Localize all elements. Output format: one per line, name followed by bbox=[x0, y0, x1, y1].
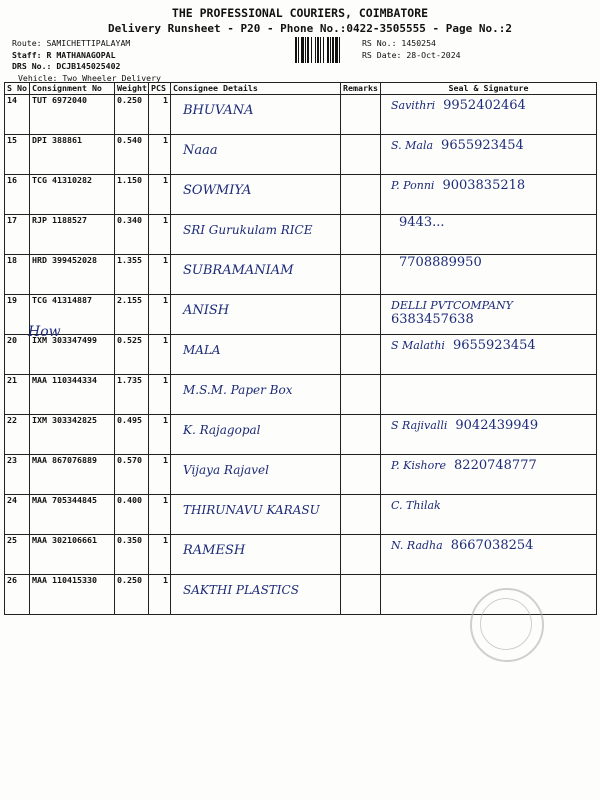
signature-phone: 9042439949 bbox=[455, 418, 539, 433]
consignee-name: ANISH bbox=[183, 303, 230, 318]
route-label: Route: SAMICHETTIPALAYAM bbox=[12, 38, 131, 48]
signature-name: P. Kishore bbox=[391, 459, 447, 472]
weight-cell: 1.735 bbox=[115, 375, 149, 415]
company-seal-stamp bbox=[470, 588, 544, 662]
sno-cell: 17 bbox=[5, 215, 30, 255]
remarks-cell bbox=[341, 455, 381, 495]
consignee-cell bbox=[171, 255, 341, 295]
signature-cell bbox=[381, 535, 597, 575]
consignee-cell bbox=[171, 495, 341, 535]
signature-name: DELLI PVTCOMPANY bbox=[391, 299, 513, 312]
consignment-no-cell: RJP 1188527 bbox=[30, 215, 115, 255]
table-header-row bbox=[5, 83, 597, 95]
pcs-cell: 1 bbox=[149, 575, 171, 615]
consignee-name: RAMESH bbox=[183, 543, 246, 558]
table-row bbox=[5, 95, 597, 135]
runsheet-subtitle: Delivery Runsheet - P20 - Phone No.:0422-3505555 - Page No.:2 bbox=[108, 22, 512, 35]
weight-cell: 0.250 bbox=[115, 95, 149, 135]
consignment-no-cell: HRD 399452028 bbox=[30, 255, 115, 295]
weight-cell: 0.525 bbox=[115, 335, 149, 375]
signature-name: S Malathi bbox=[391, 339, 445, 352]
remarks-cell bbox=[341, 335, 381, 375]
col-consignee: Consignee Details bbox=[171, 83, 341, 95]
remarks-cell bbox=[341, 295, 381, 335]
pcs-cell: 1 bbox=[149, 175, 171, 215]
signature-phone: 8220748777 bbox=[454, 458, 537, 473]
signature-cell bbox=[381, 175, 597, 215]
pcs-cell: 1 bbox=[149, 415, 171, 455]
consignee-name: BHUVANA bbox=[183, 103, 254, 118]
signature-phone: 9655923454 bbox=[452, 338, 536, 353]
signature-cell bbox=[381, 295, 597, 335]
table-row bbox=[5, 495, 597, 535]
pcs-cell: 1 bbox=[149, 255, 171, 295]
weight-cell: 1.150 bbox=[115, 175, 149, 215]
signature-cell bbox=[381, 415, 597, 455]
signature-name: N. Radha bbox=[391, 539, 443, 552]
signature-phone: 7708889950 bbox=[399, 255, 482, 270]
remarks-cell bbox=[341, 215, 381, 255]
pcs-cell: 1 bbox=[149, 455, 171, 495]
col-remarks: Remarks bbox=[341, 83, 381, 95]
consignee-cell bbox=[171, 215, 341, 255]
col-pcs: PCS bbox=[149, 83, 171, 95]
consignment-no-cell: IXM 303342825 bbox=[30, 415, 115, 455]
remarks-cell bbox=[341, 95, 381, 135]
signature-phone: 6383457638 bbox=[391, 312, 474, 327]
signature-name: C. Thilak bbox=[391, 499, 441, 512]
consignee-cell bbox=[171, 135, 341, 175]
table-row bbox=[5, 135, 597, 175]
consignment-no-cell: DPI 388861 bbox=[30, 135, 115, 175]
sno-cell: 24 bbox=[5, 495, 30, 535]
consignee-name: SAKTHI PLASTICS bbox=[183, 583, 299, 597]
weight-cell: 0.540 bbox=[115, 135, 149, 175]
consignment-no-cell: MAA 110415330 bbox=[30, 575, 115, 615]
drs-label: DRS No.: DCJB145025402 bbox=[12, 61, 121, 71]
remarks-cell bbox=[341, 495, 381, 535]
col-signature: Seal & Signature bbox=[381, 83, 597, 95]
sno-cell: 21 bbox=[5, 375, 30, 415]
weight-cell: 0.340 bbox=[115, 215, 149, 255]
weight-cell: 1.355 bbox=[115, 255, 149, 295]
consignee-cell bbox=[171, 375, 341, 415]
consignee-name: K. Rajagopal bbox=[183, 423, 261, 437]
consignee-cell bbox=[171, 415, 341, 455]
weight-cell: 0.350 bbox=[115, 535, 149, 575]
rs-no-label: RS No.: 1450254 bbox=[362, 38, 436, 48]
col-weight: Weight bbox=[115, 83, 149, 95]
meta-right bbox=[362, 38, 461, 61]
sno-cell: 20 bbox=[5, 335, 30, 375]
signature-phone: 9003835218 bbox=[442, 178, 526, 193]
remarks-cell bbox=[341, 535, 381, 575]
sno-cell: 26 bbox=[5, 575, 30, 615]
signature-phone: 9952402464 bbox=[443, 98, 526, 113]
signature-phone: 9655923454 bbox=[441, 138, 524, 153]
pcs-cell: 1 bbox=[149, 95, 171, 135]
signature-phone: 8667038254 bbox=[450, 538, 534, 553]
weight-cell: 0.400 bbox=[115, 495, 149, 535]
signature-cell bbox=[381, 335, 597, 375]
consignment-no-cell: IXM 303347499 bbox=[30, 335, 115, 375]
signature-cell bbox=[381, 95, 597, 135]
consignee-name: THIRUNAVU KARASU bbox=[183, 503, 320, 517]
consignment-no-cell: MAA 302106661 bbox=[30, 535, 115, 575]
signature-cell bbox=[381, 255, 597, 295]
handwritten-note: How bbox=[28, 324, 61, 340]
table-row bbox=[5, 175, 597, 215]
remarks-cell bbox=[341, 255, 381, 295]
consignee-cell bbox=[171, 455, 341, 495]
sno-cell: 18 bbox=[5, 255, 30, 295]
table-row bbox=[5, 295, 597, 335]
consignee-name: SRI Gurukulam RICE bbox=[183, 223, 313, 237]
signature-name: P. Ponni bbox=[391, 179, 435, 192]
table-row bbox=[5, 455, 597, 495]
table-row bbox=[5, 255, 597, 295]
pcs-cell: 1 bbox=[149, 375, 171, 415]
consignee-name: SUBRAMANIAM bbox=[183, 263, 294, 278]
consignee-name: MALA bbox=[183, 343, 221, 357]
weight-cell: 2.155 bbox=[115, 295, 149, 335]
sno-cell: 19 bbox=[5, 295, 30, 335]
sno-cell: 14 bbox=[5, 95, 30, 135]
pcs-cell: 1 bbox=[149, 215, 171, 255]
table-row bbox=[5, 375, 597, 415]
consignment-no-cell: MAA 110344334 bbox=[30, 375, 115, 415]
col-consignment: Consignment No bbox=[30, 83, 115, 95]
rs-date-label: RS Date: 28-Oct-2024 bbox=[362, 49, 461, 60]
col-sno: S No bbox=[5, 83, 30, 95]
pcs-cell: 1 bbox=[149, 495, 171, 535]
consignment-no-cell: TUT 6972040 bbox=[30, 95, 115, 135]
consignee-name: Naaa bbox=[183, 143, 218, 158]
remarks-cell bbox=[341, 415, 381, 455]
meta-left bbox=[12, 38, 161, 84]
sno-cell: 16 bbox=[5, 175, 30, 215]
remarks-cell bbox=[341, 135, 381, 175]
consignee-cell bbox=[171, 335, 341, 375]
weight-cell: 0.250 bbox=[115, 575, 149, 615]
signature-cell bbox=[381, 455, 597, 495]
consignee-cell bbox=[171, 295, 341, 335]
remarks-cell bbox=[341, 575, 381, 615]
table-row bbox=[5, 335, 597, 375]
table-row bbox=[5, 535, 597, 575]
consignee-name: Vijaya Rajavel bbox=[183, 463, 269, 477]
sno-cell: 25 bbox=[5, 535, 30, 575]
signature-name: Savithri bbox=[391, 99, 436, 112]
remarks-cell bbox=[341, 375, 381, 415]
weight-cell: 0.570 bbox=[115, 455, 149, 495]
signature-cell bbox=[381, 135, 597, 175]
table-row bbox=[5, 415, 597, 455]
pcs-cell: 1 bbox=[149, 135, 171, 175]
company-title: THE PROFESSIONAL COURIERS, COIMBATORE bbox=[171, 6, 429, 20]
pcs-cell: 1 bbox=[149, 335, 171, 375]
consignee-cell bbox=[171, 95, 341, 135]
signature-name: S Rajivalli bbox=[391, 419, 448, 432]
vehicle-label: Vehicle: Two Wheeler Delivery bbox=[18, 72, 161, 83]
consignment-no-cell: MAA 705344845 bbox=[30, 495, 115, 535]
consignee-cell bbox=[171, 575, 341, 615]
table-row bbox=[5, 215, 597, 255]
consignment-no-cell: TCG 41314887 bbox=[30, 295, 115, 335]
consignee-name: M.S.M. Paper Box bbox=[183, 383, 293, 397]
pcs-cell: 1 bbox=[149, 535, 171, 575]
sno-cell: 15 bbox=[5, 135, 30, 175]
pcs-cell: 1 bbox=[149, 295, 171, 335]
staff-label: Staff: R MATHANAGOPAL bbox=[12, 49, 116, 60]
consignee-cell bbox=[171, 535, 341, 575]
runsheet-table bbox=[4, 82, 597, 615]
weight-cell: 0.495 bbox=[115, 415, 149, 455]
sno-cell: 22 bbox=[5, 415, 30, 455]
consignee-cell bbox=[171, 175, 341, 215]
signature-name: S. Mala bbox=[391, 139, 434, 152]
signature-cell bbox=[381, 375, 597, 415]
signature-cell bbox=[381, 215, 597, 255]
sno-cell: 23 bbox=[5, 455, 30, 495]
consignment-no-cell: MAA 867076889 bbox=[30, 455, 115, 495]
signature-cell bbox=[381, 495, 597, 535]
consignee-name: SOWMIYA bbox=[183, 183, 252, 198]
consignment-no-cell: TCG 41310282 bbox=[30, 175, 115, 215]
remarks-cell bbox=[341, 175, 381, 215]
barcode-bar bbox=[340, 37, 342, 63]
barcode bbox=[295, 37, 355, 63]
signature-phone: 9443... bbox=[399, 215, 445, 230]
